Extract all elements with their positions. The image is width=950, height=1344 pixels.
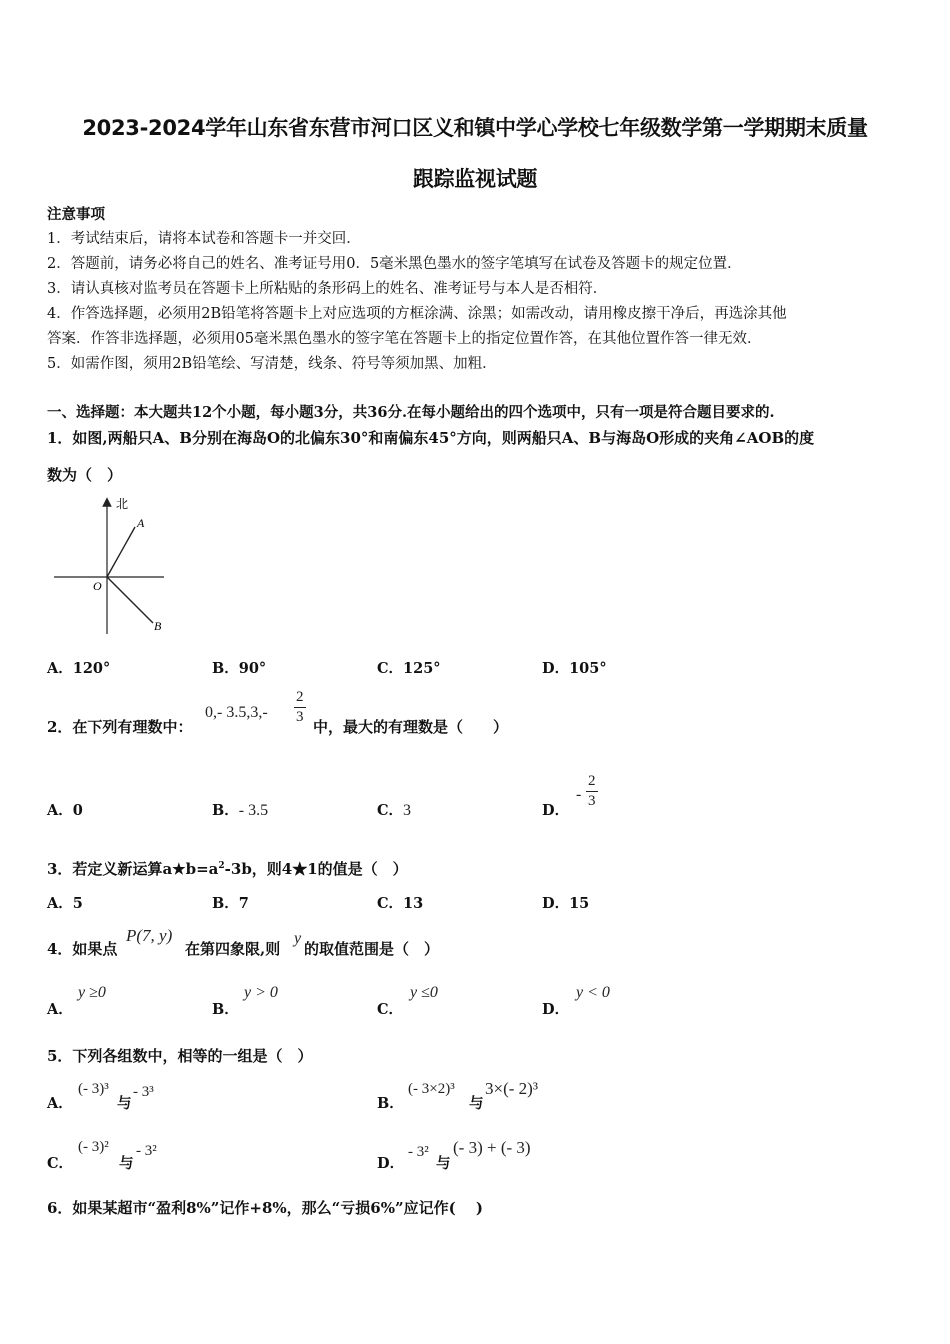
q4-option-a[interactable]: A．: [47, 1001, 73, 1018]
q4-stem-mid: 在第四象限,则: [185, 940, 281, 958]
q5-d-conj: 与: [436, 1155, 451, 1172]
q4-point: P(7, y): [126, 926, 173, 945]
q1-compass-figure: [50, 492, 180, 642]
q4-variable: y: [294, 930, 302, 947]
option-value: 0: [72, 802, 83, 819]
q2-d-frac-num: 2: [586, 774, 598, 792]
q4-option-d-value: y < 0: [576, 984, 610, 1001]
north-label: 北: [116, 497, 129, 511]
q5-c-conj: 与: [119, 1155, 134, 1172]
option-value: 3: [403, 802, 412, 819]
q2-d-frac-den: 3: [588, 793, 596, 809]
option-label: B．: [212, 802, 239, 819]
q2-option-d-sign: -: [576, 786, 582, 803]
q2-frac-num: 2: [294, 690, 306, 708]
q2-option-d[interactable]: [542, 799, 569, 820]
q5-option-b[interactable]: B．: [377, 1095, 404, 1112]
point-b-label: B: [154, 619, 162, 633]
q2-number-list: 0,- 3.5,3,-: [205, 704, 268, 721]
q5-b-left: (- 3×2)³: [408, 1081, 455, 1097]
q2-stem-prefix: 2．在下列有理数中：: [47, 718, 193, 736]
q5-b-conj: 与: [469, 1095, 484, 1112]
q2-option-b[interactable]: [212, 799, 268, 820]
q3-option-a[interactable]: A．5: [47, 895, 83, 912]
ray-oa: [107, 527, 135, 577]
q5-d-left: - 3²: [408, 1144, 429, 1160]
q5-c-left: (- 3)²: [78, 1139, 109, 1155]
origin-o-label: O: [93, 579, 102, 593]
q4-option-b-value: y > 0: [244, 984, 278, 1001]
option-label: C．: [377, 802, 404, 819]
q4-stem-prefix: 4．如果点: [47, 940, 118, 958]
q3-exponent: 2: [218, 861, 225, 871]
point-a-label: A: [137, 516, 145, 530]
q1-option-d[interactable]: D．105°: [542, 660, 607, 677]
q5-option-d[interactable]: D．: [377, 1155, 405, 1172]
q5-a-right: - 3³: [133, 1084, 154, 1100]
notice-item: 答案．作答非选择题，必须用05毫米黑色墨水的签字笔在答题卡上的指定位置作答，在其他位置作答一律无效．: [47, 331, 762, 347]
q1-option-a[interactable]: A．120°: [47, 660, 111, 677]
page-title-line2: 跟踪监视试题: [412, 167, 538, 191]
q5-option-c[interactable]: C．: [47, 1155, 74, 1172]
q2-frac-den: 3: [296, 709, 304, 725]
q3-option-d[interactable]: D．15: [542, 895, 590, 912]
q1-option-c[interactable]: C．125°: [377, 660, 441, 677]
notice-item: 4．作答选择题，必须用2B铅笔将答题卡上对应选项的方框涂满、涂黑；如需改动，请用橡皮擦干净后，再选涂其他: [47, 306, 787, 322]
q5-a-left: (- 3)³: [78, 1081, 109, 1097]
notice-item: 5．如需作图，须用2B铅笔绘、写清楚，线条、符号等须加黑、加粗．: [47, 356, 497, 372]
ray-ob: [107, 577, 153, 623]
notice-item: 2．答题前，请务必将自己的姓名、准考证号用0．5毫米黑色墨水的签字笔填写在试卷及答题卡的规定位置．: [47, 256, 742, 272]
q5-a-conj: 与: [117, 1095, 132, 1112]
q2-stem-suffix: 中，最大的有理数是（ ）: [313, 718, 509, 736]
option-label: A．: [47, 802, 73, 819]
notice-item: 1．考试结束后，请将本试卷和答题卡一并交回．: [47, 231, 361, 247]
q4-option-b[interactable]: B．: [212, 1001, 239, 1018]
q4-option-c-value: y ≤0: [410, 984, 438, 1001]
q4-option-d[interactable]: D．: [542, 1001, 570, 1018]
q2-option-a[interactable]: [47, 799, 83, 820]
option-value: - 3.5: [238, 802, 269, 819]
q5-stem: 5．下列各组数中，相等的一组是（ ）: [47, 1047, 313, 1065]
notice-item: 3．请认真核对监考员在答题卡上所粘贴的条形码上的姓名、准考证号与本人是否相符．: [47, 281, 608, 297]
q3-stem-pre: 3．若定义新运算a★b=a: [47, 860, 219, 878]
q3-stem: [47, 858, 408, 879]
q5-c-right: - 3²: [136, 1143, 157, 1159]
q3-option-c[interactable]: C．13: [377, 895, 424, 912]
q5-option-a[interactable]: A．: [47, 1095, 73, 1112]
page-title-line1: 2023-2024学年山东省东营市河口区义和镇中学心学校七年级数学第一学期期末质量: [82, 116, 868, 140]
q1-option-b[interactable]: B．90°: [212, 660, 267, 677]
q3-option-b[interactable]: B．7: [212, 895, 249, 912]
q5-d-right: (- 3) + (- 3): [453, 1138, 531, 1157]
q1-stem-line1: 1．如图,两船只A、B分别在海岛O的北偏东30°和南偏东45°方向，则两船只A、B与海岛O形成的夹角∠AOB的度: [47, 429, 815, 447]
q4-option-a-value: y ≥0: [78, 984, 106, 1001]
q5-b-right: 3×(- 2)³: [485, 1079, 538, 1098]
section-intro: 一、选择题：本大题共12个小题，每小题3分，共36分.在每小题给出的四个选项中，只有一项是符合题目要求的.: [47, 404, 775, 421]
q1-stem-line2: 数为（ ）: [47, 466, 123, 484]
q2-option-d-fraction: [586, 774, 598, 809]
q2-fraction: [294, 690, 306, 725]
option-label: D．: [542, 802, 570, 819]
q3-stem-post: -3b，则4★1的值是（ ）: [224, 860, 408, 878]
q2-option-c[interactable]: [377, 799, 411, 820]
q6-stem: 6．如果某超市“盈利8%”记作+8%，那么“亏损6%”应记作( ): [47, 1199, 484, 1217]
notice-heading: 注意事项: [47, 206, 105, 223]
q4-stem-suffix: 的取值范围是（ ）: [304, 940, 440, 958]
q4-option-c[interactable]: C．: [377, 1001, 404, 1018]
